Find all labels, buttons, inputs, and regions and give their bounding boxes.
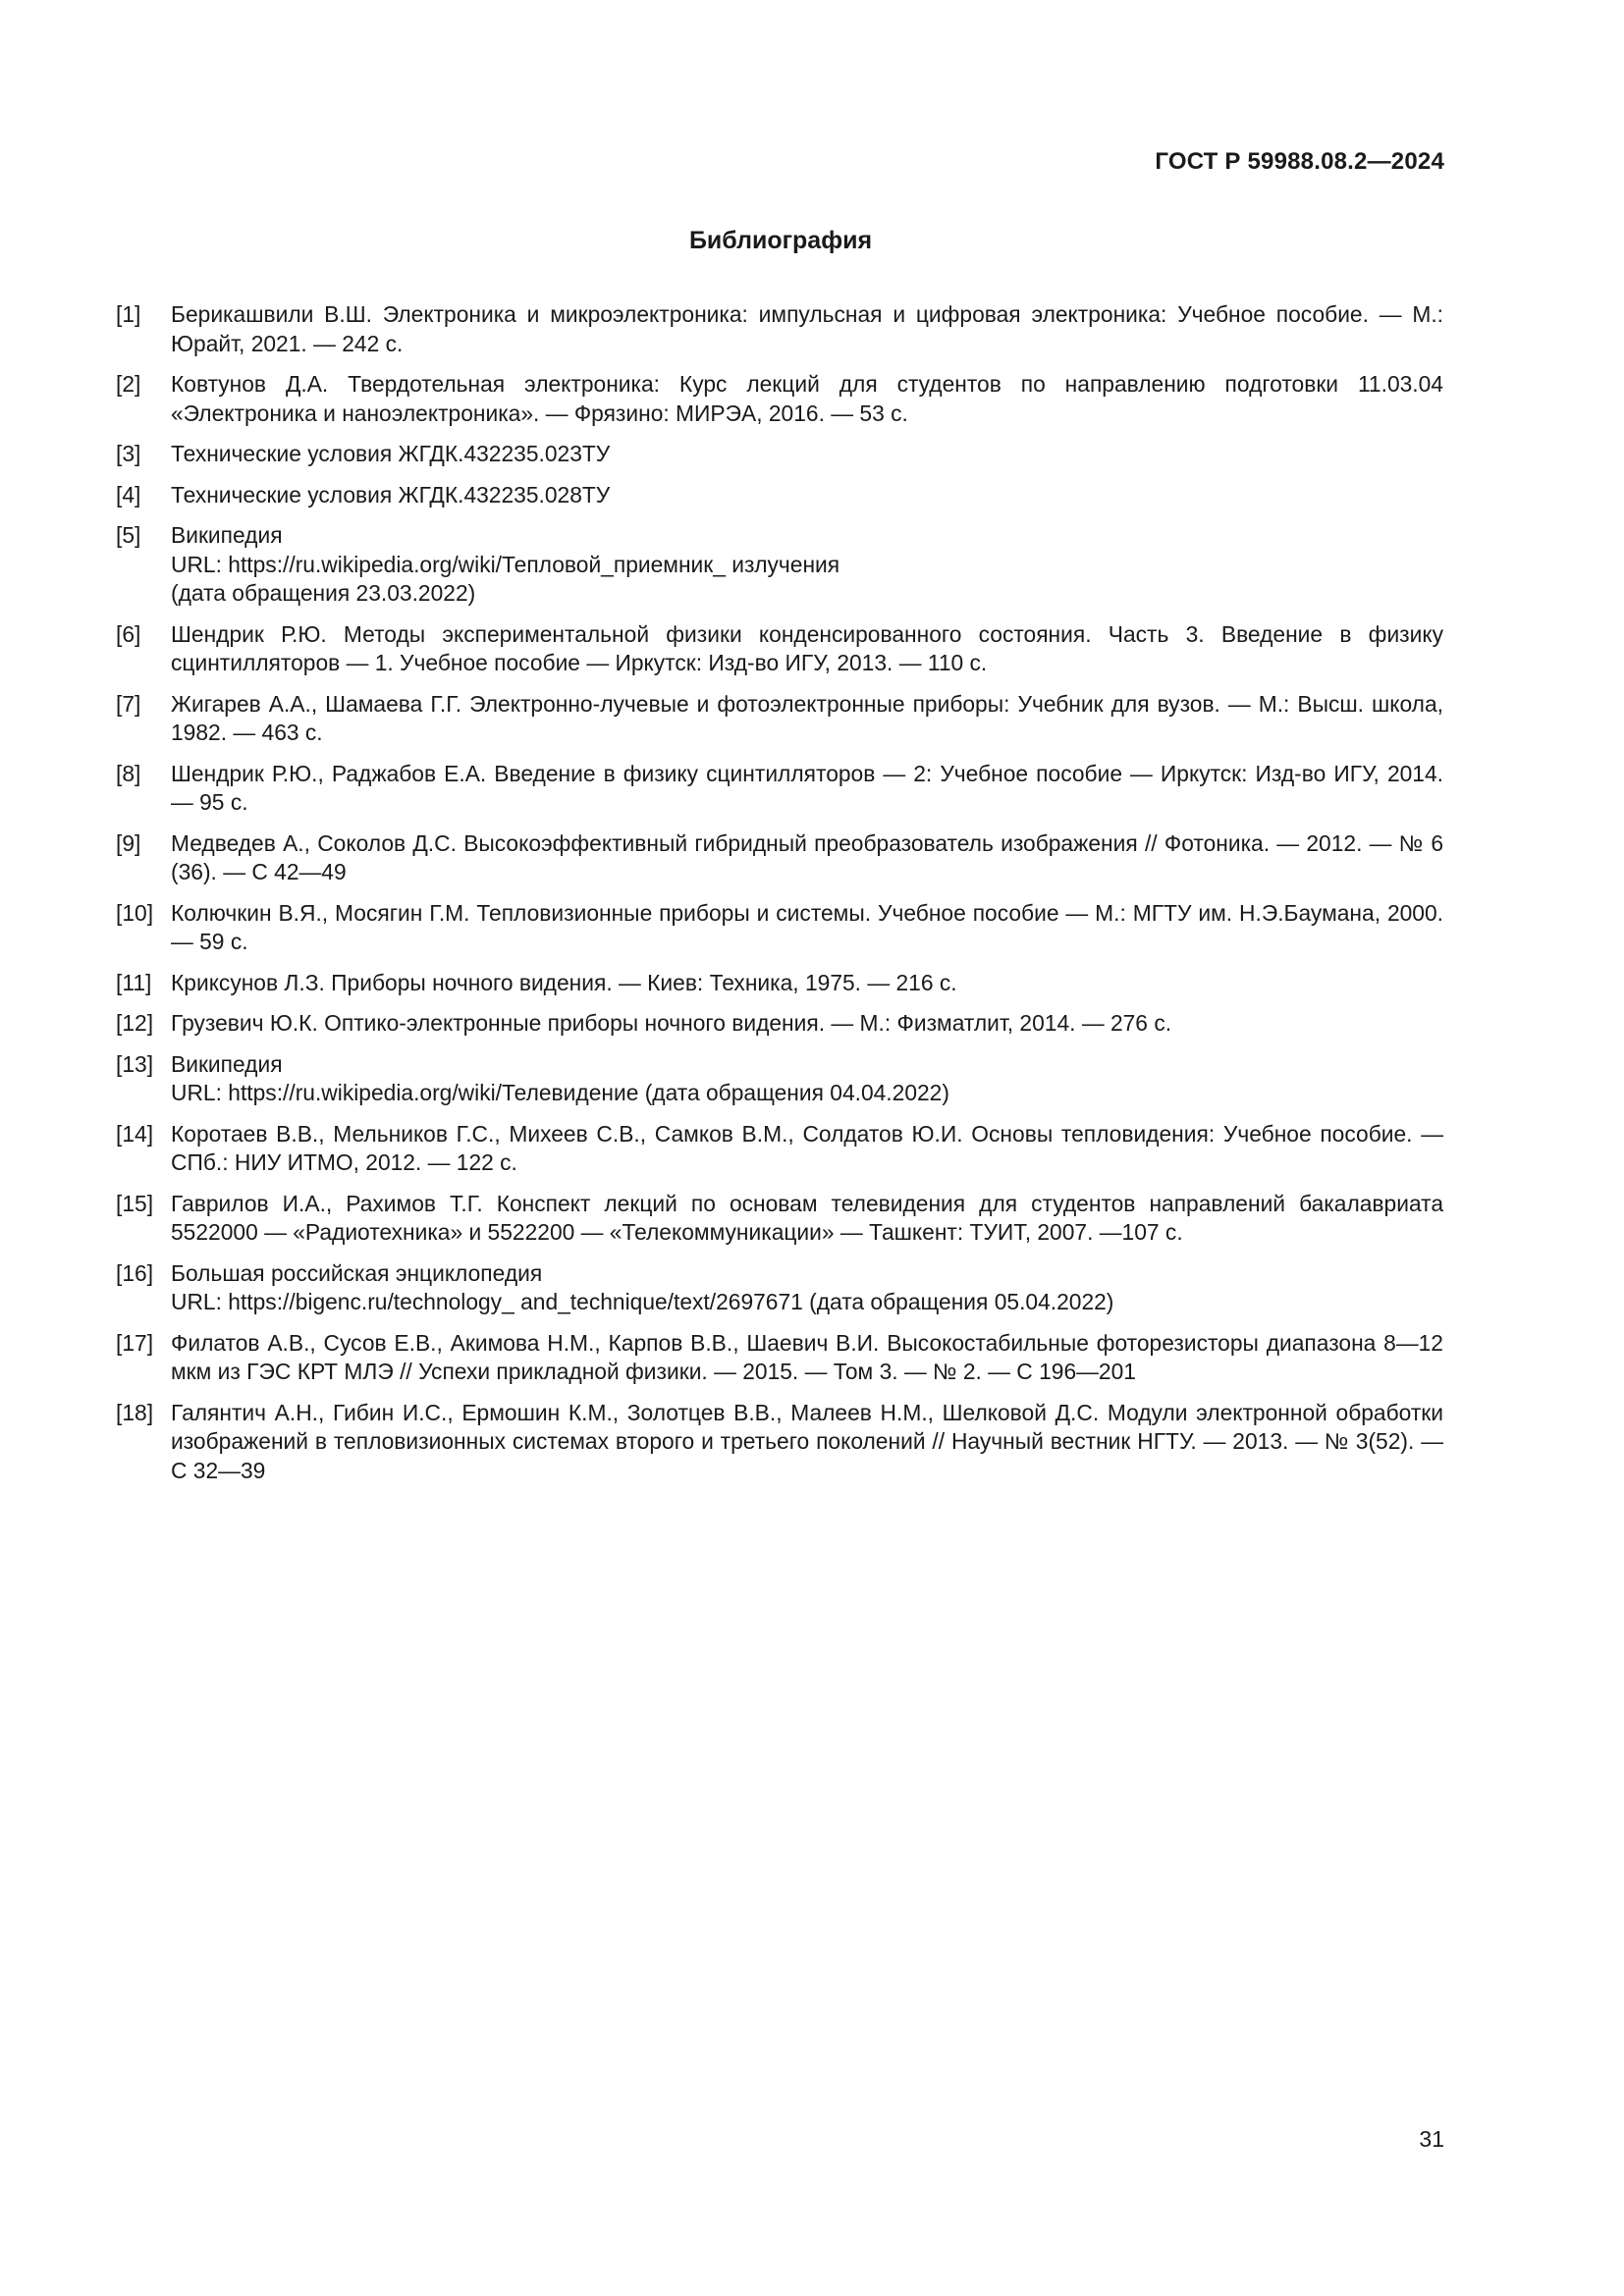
bibliography-entry: [116, 1329, 1443, 1387]
bibliography-entry: [116, 1050, 1443, 1108]
bibliography-entry: [116, 1120, 1443, 1178]
entry-line: URL: https://bigenc.ru/technology_ and_technique/text/2697671 (дата обращения 05.04.2022): [171, 1289, 1114, 1314]
entry-text: Гаврилов И.А., Рахимов Т.Г. Конспект лекций по основам телевидения для студентов направлений бакалавриата 5522000 — «Радиотехника» и 5522200 — «Телекоммуникации» — Ташкент: ТУИТ, 2007. —107 с.: [171, 1190, 1443, 1245]
entry-number: [3]: [116, 441, 141, 466]
entry-line: URL: https://ru.wikipedia.org/wiki/Тепловой_приемник_ излучения: [171, 551, 840, 577]
bibliography-entry: [116, 1009, 1443, 1039]
bibliography-entry: [116, 969, 1443, 998]
entry-text: Коротаев В.В., Мельников Г.С., Михеев С.В., Самков В.М., Солдатов Ю.И. Основы тепловидения: Учебное пособие. — СПб.: НИУ ИТМО, 2012. — 122 с.: [171, 1120, 1443, 1175]
bibliography-entry: [116, 690, 1443, 748]
entry-line: (дата обращения 23.03.2022): [171, 580, 476, 606]
entry-number: [17]: [116, 1329, 154, 1356]
entry-number: [14]: [116, 1120, 154, 1147]
page-title: Библиография: [688, 227, 873, 254]
entry-number: [1]: [116, 301, 141, 327]
entry-number: [11]: [116, 969, 152, 995]
entry-number: [18]: [116, 1399, 154, 1425]
bibliography-list: [116, 300, 1443, 1497]
bibliography-entry: [116, 370, 1443, 428]
entry-line: URL: https://ru.wikipedia.org/wiki/Телевидение (дата обращения 04.04.2022): [171, 1080, 949, 1105]
entry-text: Жигарев А.А., Шамаева Г.Г. Электронно-лучевые и фотоэлектронные приборы: Учебник для вузов. — М.: Высш. школа, 1982. — 463 с.: [171, 690, 1443, 745]
entry-line: Википедия: [171, 522, 283, 548]
entry-text: Шендрик Р.Ю. Методы экспериментальной физики конденсированного состояния. Часть 3. Введение в физику сцинтилляторов — 1. Учебное пособие — Иркутск: Изд-во ИГУ, 2013. — 110 с.: [171, 620, 1443, 675]
bibliography-entry: [116, 899, 1443, 957]
entry-text: Ковтунов Д.А. Твердотельная электроника: Курс лекций для студентов по направлению подготовки 11.03.04 «Электроника и наноэлектроника». — Фрязино: МИРЭА, 2016. — 53 с.: [171, 371, 1443, 426]
entry-number: [8]: [116, 760, 141, 786]
entry-text: [171, 521, 1443, 609]
bibliography-entry: [116, 829, 1443, 887]
bibliography-entry: [116, 760, 1443, 818]
entry-number: [9]: [116, 829, 141, 856]
entry-text: [171, 1050, 1443, 1108]
bibliography-entry: [116, 1399, 1443, 1486]
entry-line: Википедия: [171, 1050, 283, 1077]
entry-text: Галянтич А.Н., Гибин И.С., Ермошин К.М., Золотцев В.В., Малеев Н.М., Шелковой Д.С. Модули электронной обработки изображений в тепловизионных системах второго и третьего поколений // Научный вестник НГТУ. — 2013. — № 3(52). — С 32—39: [171, 1399, 1443, 1483]
entry-number: [13]: [116, 1050, 154, 1077]
entry-text: Технические условия ЖГДК.432235.023ТУ: [171, 441, 611, 466]
entry-number: [16]: [116, 1259, 154, 1286]
bibliography-entry: [116, 521, 1443, 609]
entry-number: [5]: [116, 522, 141, 548]
document-code-header: ГОСТ Р 59988.08.2—2024: [1155, 148, 1444, 175]
bibliography-entry: [116, 440, 1443, 469]
entry-number: [7]: [116, 690, 141, 717]
entry-number: [2]: [116, 371, 141, 397]
entry-text: Колючкин В.Я., Мосягин Г.М. Тепловизионные приборы и системы. Учебное пособие — М.: МГТУ им. Н.Э.Баумана, 2000. — 59 с.: [171, 899, 1443, 954]
entry-text: Технические условия ЖГДК.432235.028ТУ: [171, 481, 611, 507]
entry-number: [10]: [116, 899, 154, 926]
entry-text: Берикашвили В.Ш. Электроника и микроэлектроника: импульсная и цифровая электроника: Учебное пособие. — М.: Юрайт, 2021. — 242 с.: [171, 301, 1443, 356]
entry-text: Медведев А., Соколов Д.С. Высокоэффективный гибридный преобразователь изображения // Фотоника. — 2012. — № 6 (36). — С 42—49: [171, 829, 1443, 884]
entry-text: Филатов А.В., Сусов Е.В., Акимова Н.М., Карпов В.В., Шаевич В.И. Высокостабильные фоторезисторы диапазона 8—12 мкм из ГЭС КРТ МЛЭ // Успехи прикладной физики. — 2015. — Том 3. — № 2. — С 196—201: [171, 1329, 1443, 1384]
entry-text: [171, 1259, 1443, 1317]
entry-text: Шендрик Р.Ю., Раджабов Е.А. Введение в физику сцинтилляторов — 2: Учебное пособие — Иркутск: Изд-во ИГУ, 2014. — 95 с.: [171, 760, 1443, 815]
bibliography-entry: [116, 1190, 1443, 1248]
entry-number: [12]: [116, 1010, 154, 1036]
entry-line: Большая российская энциклопедия: [171, 1259, 543, 1286]
bibliography-entry: [116, 300, 1443, 358]
bibliography-entry: [116, 620, 1443, 678]
bibliography-entry: [116, 481, 1443, 510]
entry-number: [6]: [116, 620, 141, 647]
entry-text: Криксунов Л.З. Приборы ночного видения. — Киев: Техника, 1975. — 216 с.: [171, 969, 957, 995]
entry-text: Грузевич Ю.К. Оптико-электронные приборы ночного видения. — М.: Физматлит, 2014. — 276 с.: [171, 1010, 1172, 1036]
entry-number: [4]: [116, 481, 141, 507]
entry-number: [15]: [116, 1190, 154, 1216]
page-number: 31: [1419, 2126, 1444, 2152]
bibliography-entry: [116, 1259, 1443, 1317]
